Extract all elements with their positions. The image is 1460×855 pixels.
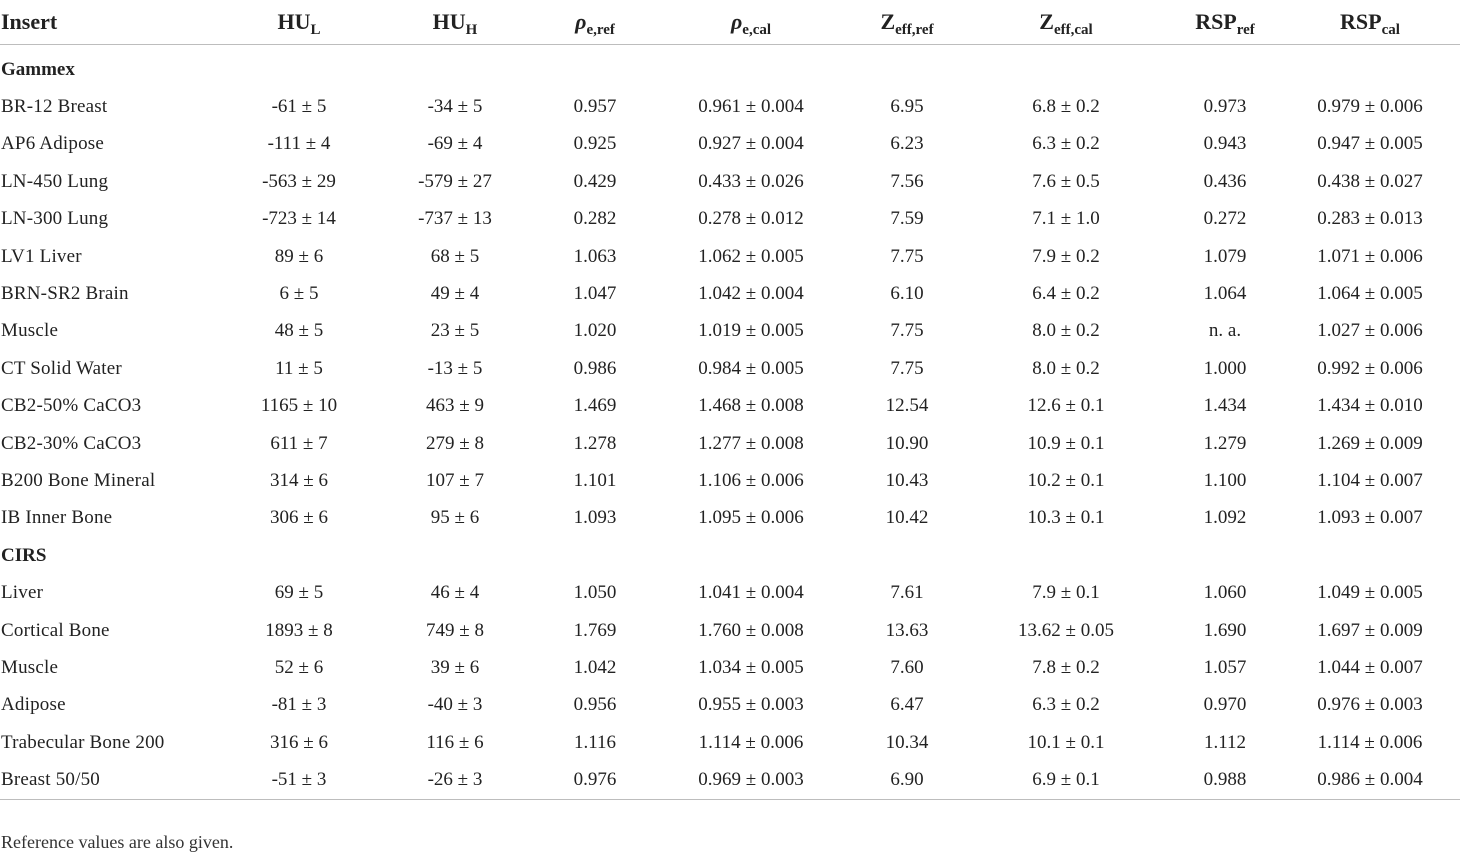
value-cell: 10.43 bbox=[885, 469, 929, 491]
value-cell: 1.063 bbox=[573, 245, 617, 267]
header-symbol: RSP bbox=[1340, 9, 1382, 34]
table-row bbox=[0, 388, 1460, 425]
header-symbol: RSP bbox=[1195, 9, 1237, 34]
value-cell: 0.984 ± 0.005 bbox=[698, 357, 804, 379]
value-cell: 0.429 bbox=[573, 170, 617, 192]
value-cell: n. a. bbox=[1208, 320, 1242, 342]
value-cell: -69 ± 4 bbox=[427, 133, 483, 155]
value-cell: 306 ± 6 bbox=[270, 507, 328, 529]
insert-name-cell: Cortical Bone bbox=[1, 619, 110, 641]
value-cell: 1.277 ± 0.008 bbox=[698, 432, 804, 454]
value-cell: 1.269 ± 0.009 bbox=[1317, 432, 1423, 454]
table-row bbox=[0, 500, 1460, 537]
value-cell: 89 ± 6 bbox=[274, 245, 324, 267]
value-cell: 13.62 ± 0.05 bbox=[1018, 619, 1114, 641]
header-rsp-cal bbox=[1280, 0, 1460, 45]
value-cell: 1.100 bbox=[1203, 469, 1247, 491]
value-cell: 0.947 ± 0.005 bbox=[1317, 133, 1423, 155]
table-row bbox=[0, 201, 1460, 238]
value-cell: 0.956 bbox=[573, 694, 617, 716]
header-subscript: eff,ref bbox=[895, 22, 934, 38]
value-cell: 1.064 bbox=[1203, 283, 1247, 305]
value-cell: 11 ± 5 bbox=[275, 357, 323, 379]
insert-name-cell: LV1 Liver bbox=[1, 245, 82, 267]
value-cell: 1.071 ± 0.006 bbox=[1317, 245, 1423, 267]
value-cell: 1.769 bbox=[573, 619, 617, 641]
value-cell: 1.050 bbox=[573, 582, 617, 604]
value-cell: 7.56 bbox=[890, 170, 924, 192]
value-cell: 1.095 ± 0.006 bbox=[698, 507, 804, 529]
value-cell: 749 ± 8 bbox=[426, 619, 484, 641]
value-cell: 7.9 ± 0.1 bbox=[1032, 582, 1100, 604]
value-cell: 1.468 ± 0.008 bbox=[698, 395, 804, 417]
value-cell: 0.283 ± 0.013 bbox=[1317, 208, 1423, 230]
table-row bbox=[0, 238, 1460, 275]
value-cell: 10.1 ± 0.1 bbox=[1027, 731, 1105, 753]
header-rho-ref bbox=[540, 0, 650, 45]
group-header-row bbox=[0, 45, 1460, 89]
insert-name-cell: LN-450 Lung bbox=[1, 170, 109, 192]
value-cell: 611 ± 7 bbox=[270, 432, 328, 454]
value-cell: 6.23 bbox=[890, 133, 924, 155]
value-cell: -111 ± 4 bbox=[267, 133, 331, 155]
value-cell: 7.61 bbox=[890, 582, 924, 604]
table-row bbox=[0, 649, 1460, 686]
group-label: CIRS bbox=[1, 544, 47, 566]
insert-name-cell: BRN-SR2 Brain bbox=[1, 283, 129, 305]
value-cell: -34 ± 5 bbox=[427, 96, 483, 118]
value-cell: 1.027 ± 0.006 bbox=[1317, 320, 1423, 342]
value-cell: 1.697 ± 0.009 bbox=[1317, 619, 1423, 641]
insert-name-cell: Liver bbox=[1, 582, 44, 604]
value-cell: 13.63 bbox=[885, 619, 929, 641]
header-symbol: Z bbox=[880, 9, 896, 34]
value-cell: 0.272 bbox=[1203, 208, 1247, 230]
value-cell: 107 ± 7 bbox=[426, 469, 484, 491]
value-cell: 0.986 bbox=[573, 357, 617, 379]
header-hu-low bbox=[228, 0, 370, 45]
value-cell: -13 ± 5 bbox=[427, 357, 483, 379]
header-subscript: ref bbox=[1236, 22, 1255, 38]
value-cell: 1.020 bbox=[573, 320, 617, 342]
header-symbol: HU bbox=[432, 9, 466, 34]
value-cell: 7.9 ± 0.2 bbox=[1032, 245, 1100, 267]
value-cell: 69 ± 5 bbox=[274, 582, 324, 604]
value-cell: 7.8 ± 0.2 bbox=[1032, 656, 1100, 678]
value-cell: 1.042 bbox=[573, 656, 617, 678]
table-row bbox=[0, 275, 1460, 312]
header-subscript: e,cal bbox=[742, 22, 772, 38]
value-cell: 1165 ± 10 bbox=[260, 395, 338, 417]
value-cell: 314 ± 6 bbox=[270, 469, 328, 491]
value-cell: 48 ± 5 bbox=[274, 320, 324, 342]
value-cell: 1893 ± 8 bbox=[265, 619, 333, 641]
value-cell: 10.3 ± 0.1 bbox=[1027, 507, 1105, 529]
value-cell: 6.9 ± 0.1 bbox=[962, 761, 1170, 799]
value-cell: 1.019 ± 0.005 bbox=[698, 320, 804, 342]
value-cell: 10.9 ± 0.1 bbox=[1027, 432, 1105, 454]
value-cell: 1.049 ± 0.005 bbox=[1317, 582, 1423, 604]
value-cell: 95 ± 6 bbox=[430, 507, 480, 529]
value-cell: 0.943 bbox=[1203, 133, 1247, 155]
value-cell: 7.1 ± 1.0 bbox=[1032, 208, 1100, 230]
table-row bbox=[0, 163, 1460, 200]
value-cell: 1.690 bbox=[1203, 619, 1247, 641]
value-cell: 279 ± 8 bbox=[426, 432, 484, 454]
header-symbol: Z bbox=[1039, 9, 1054, 34]
header-rho-cal bbox=[650, 0, 852, 45]
value-cell: 1.057 bbox=[1203, 656, 1247, 678]
value-cell: 1.060 bbox=[1203, 582, 1247, 604]
value-cell: 0.927 ± 0.004 bbox=[698, 133, 804, 155]
value-cell: 0.976 ± 0.003 bbox=[1317, 694, 1423, 716]
table-row bbox=[0, 574, 1460, 611]
value-cell: 1.106 ± 0.006 bbox=[698, 469, 804, 491]
header-row bbox=[0, 0, 1460, 45]
insert-name-cell: Adipose bbox=[1, 694, 66, 716]
header-symbol: ρ bbox=[575, 9, 587, 34]
value-cell: 0.282 bbox=[573, 208, 617, 230]
value-cell: 7.75 bbox=[890, 357, 924, 379]
header-rsp-ref bbox=[1170, 0, 1280, 45]
group-header-row bbox=[0, 537, 1460, 574]
value-cell: 6 ± 5 bbox=[279, 283, 319, 305]
value-cell: 1.042 ± 0.004 bbox=[698, 283, 804, 305]
table-row bbox=[0, 687, 1460, 724]
value-cell: 6.90 bbox=[852, 761, 962, 799]
value-cell: 52 ± 6 bbox=[274, 656, 324, 678]
insert-name-cell: Breast 50/50 bbox=[0, 761, 228, 799]
value-cell: -579 ± 27 bbox=[418, 170, 492, 192]
value-cell: 1.434 bbox=[1203, 395, 1247, 417]
insert-name-cell: CT Solid Water bbox=[1, 357, 122, 379]
value-cell: 10.34 bbox=[885, 731, 929, 753]
value-cell: 1.034 ± 0.005 bbox=[698, 656, 804, 678]
insert-name-cell: LN-300 Lung bbox=[1, 208, 109, 230]
value-cell: 0.976 bbox=[540, 761, 650, 799]
insert-name-cell: Trabecular Bone 200 bbox=[1, 731, 165, 753]
value-cell: 1.000 bbox=[1203, 357, 1247, 379]
value-cell: 7.75 bbox=[890, 245, 924, 267]
value-cell: 0.925 bbox=[573, 133, 617, 155]
table-footnote: Reference values are also given. bbox=[1, 832, 234, 852]
value-cell: 316 ± 6 bbox=[270, 731, 328, 753]
value-cell: 6.10 bbox=[890, 283, 924, 305]
value-cell: 0.436 bbox=[1203, 170, 1247, 192]
insert-name-cell: AP6 Adipose bbox=[1, 133, 105, 155]
value-cell: 0.992 ± 0.006 bbox=[1317, 357, 1423, 379]
value-cell: 1.101 bbox=[573, 469, 617, 491]
value-cell: 0.957 bbox=[573, 96, 617, 118]
value-cell: 0.973 bbox=[1203, 96, 1247, 118]
value-cell: 116 ± 6 bbox=[426, 731, 484, 753]
value-cell: 12.6 ± 0.1 bbox=[1027, 395, 1105, 417]
header-insert bbox=[0, 0, 228, 45]
header-symbol: HU bbox=[277, 9, 311, 34]
value-cell: 1.279 bbox=[1203, 432, 1247, 454]
header-symbol: ρ bbox=[730, 9, 743, 34]
header-subscript: eff,cal bbox=[1053, 22, 1093, 38]
group-label: Gammex bbox=[1, 58, 75, 80]
value-cell: -26 ± 3 bbox=[370, 761, 540, 799]
table-row bbox=[0, 425, 1460, 462]
insert-name-cell: IB Inner Bone bbox=[1, 507, 113, 529]
value-cell: 8.0 ± 0.2 bbox=[1032, 320, 1100, 342]
table-row bbox=[0, 126, 1460, 163]
insert-name-cell: Muscle bbox=[1, 320, 59, 342]
value-cell: 46 ± 4 bbox=[430, 582, 480, 604]
value-cell: 1.114 ± 0.006 bbox=[1317, 731, 1423, 753]
table-body bbox=[0, 45, 1460, 800]
value-cell: 1.093 ± 0.007 bbox=[1317, 507, 1423, 529]
value-cell: 6.4 ± 0.2 bbox=[1032, 283, 1100, 305]
value-cell: 0.438 ± 0.027 bbox=[1317, 170, 1423, 192]
value-cell: 0.970 bbox=[1203, 694, 1247, 716]
value-cell: 1.041 ± 0.004 bbox=[698, 582, 804, 604]
header-zeff-ref bbox=[852, 0, 962, 45]
header-hu-high bbox=[370, 0, 540, 45]
table-row bbox=[0, 313, 1460, 350]
value-cell: 1.093 bbox=[573, 507, 617, 529]
value-cell: 1.079 bbox=[1203, 245, 1247, 267]
value-cell: 1.760 ± 0.008 bbox=[698, 619, 804, 641]
header-subscript: cal bbox=[1381, 22, 1400, 38]
value-cell: 1.114 ± 0.006 bbox=[698, 731, 804, 753]
value-cell: 1.047 bbox=[573, 283, 617, 305]
value-cell: 0.988 bbox=[1170, 761, 1280, 799]
value-cell: 6.3 ± 0.2 bbox=[1032, 694, 1100, 716]
value-cell: 463 ± 9 bbox=[426, 395, 484, 417]
header-subscript: e,ref bbox=[586, 22, 615, 38]
table-row bbox=[0, 350, 1460, 387]
value-cell: 10.2 ± 0.1 bbox=[1027, 469, 1105, 491]
value-cell: -723 ± 14 bbox=[262, 208, 336, 230]
value-cell: 49 ± 4 bbox=[430, 283, 480, 305]
insert-name-cell: BR-12 Breast bbox=[1, 96, 108, 118]
value-cell: 0.433 ± 0.026 bbox=[698, 170, 804, 192]
value-cell: 1.062 ± 0.005 bbox=[698, 245, 804, 267]
value-cell: 7.59 bbox=[890, 208, 924, 230]
table-row bbox=[0, 612, 1460, 649]
value-cell: 6.3 ± 0.2 bbox=[1032, 133, 1100, 155]
value-cell: 1.469 bbox=[573, 395, 617, 417]
header-subscript: L bbox=[310, 22, 321, 38]
value-cell: 1.278 bbox=[573, 432, 617, 454]
value-cell: 39 ± 6 bbox=[430, 656, 480, 678]
value-cell: 0.986 ± 0.004 bbox=[1280, 761, 1460, 799]
value-cell: 6.47 bbox=[890, 694, 924, 716]
table-row bbox=[0, 462, 1460, 499]
table-header bbox=[0, 0, 1460, 45]
value-cell: 7.75 bbox=[890, 320, 924, 342]
value-cell: 1.044 ± 0.007 bbox=[1317, 656, 1423, 678]
value-cell: -737 ± 13 bbox=[418, 208, 492, 230]
header-zeff-cal bbox=[962, 0, 1170, 45]
header-symbol: Insert bbox=[1, 9, 58, 34]
value-cell: 1.434 ± 0.010 bbox=[1317, 395, 1423, 417]
value-cell: 7.6 ± 0.5 bbox=[1032, 170, 1100, 192]
table-row bbox=[0, 761, 1460, 799]
value-cell: 23 ± 5 bbox=[430, 320, 480, 342]
value-cell: 7.60 bbox=[890, 656, 924, 678]
insert-name-cell: B200 Bone Mineral bbox=[1, 469, 156, 491]
value-cell: 0.961 ± 0.004 bbox=[698, 96, 804, 118]
value-cell: 0.979 ± 0.006 bbox=[1317, 96, 1423, 118]
value-cell: 1.104 ± 0.007 bbox=[1317, 469, 1423, 491]
value-cell: 8.0 ± 0.2 bbox=[1032, 357, 1100, 379]
value-cell: 6.8 ± 0.2 bbox=[1032, 96, 1100, 118]
table-row bbox=[0, 724, 1460, 761]
value-cell: 0.955 ± 0.003 bbox=[698, 694, 804, 716]
value-cell: 0.969 ± 0.003 bbox=[650, 761, 852, 799]
header-subscript: H bbox=[465, 22, 478, 38]
value-cell: 12.54 bbox=[885, 395, 929, 417]
value-cell: 1.116 bbox=[573, 731, 617, 753]
value-cell: -51 ± 3 bbox=[228, 761, 370, 799]
insert-name-cell: CB2-50% CaCO3 bbox=[1, 395, 142, 417]
value-cell: 10.90 bbox=[885, 432, 929, 454]
value-cell: 68 ± 5 bbox=[430, 245, 480, 267]
insert-name-cell: CB2-30% CaCO3 bbox=[1, 432, 142, 454]
value-cell: 1.064 ± 0.005 bbox=[1317, 283, 1423, 305]
insert-name-cell: Muscle bbox=[1, 656, 59, 678]
value-cell: -81 ± 3 bbox=[271, 694, 327, 716]
value-cell: -563 ± 29 bbox=[262, 170, 336, 192]
value-cell: 10.42 bbox=[885, 507, 929, 529]
value-cell: 1.092 bbox=[1203, 507, 1247, 529]
value-cell: 6.95 bbox=[890, 96, 924, 118]
value-cell: 0.278 ± 0.012 bbox=[698, 208, 804, 230]
value-cell: -61 ± 5 bbox=[271, 96, 327, 118]
value-cell: 1.112 bbox=[1203, 731, 1247, 753]
table-row bbox=[0, 88, 1460, 125]
value-cell: -40 ± 3 bbox=[427, 694, 483, 716]
